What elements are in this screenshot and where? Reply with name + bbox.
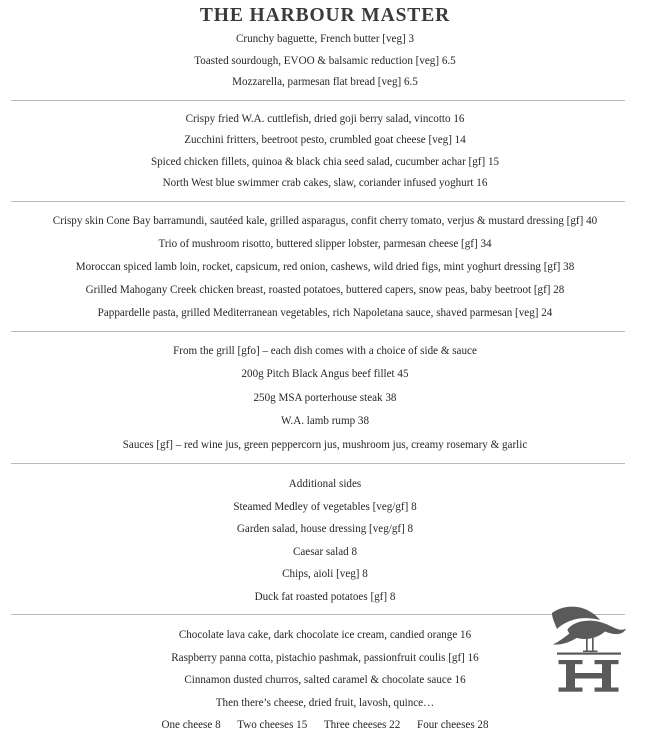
menu-item: North West blue swimmer crab cakes, slaw, coriander infused yoghurt 16 bbox=[162, 177, 488, 189]
menu-item: Moroccan spiced lamb loin, rocket, capsicum, red onion, cashews, wild dried figs, mint yoghurt dressing [gf] 38 bbox=[75, 260, 575, 273]
menu-item: Crispy fried W.A. cuttlefish, dried goji berry salad, vincotto 16 bbox=[185, 112, 465, 125]
cheese-price: Three cheeses 22 bbox=[323, 719, 401, 731]
menu-item: 200g Pitch Black Angus beef fillet 45 bbox=[241, 368, 409, 380]
cheese-price: Four cheeses 28 bbox=[417, 719, 489, 731]
menu-item: Crunchy baguette, French butter [veg] 3 bbox=[235, 33, 415, 45]
menu-item: Crispy skin Cone Bay barramundi, sautéed kale, grilled asparagus, confit cherry tomato, verjus & mustard dressing [gf] 40 bbox=[52, 214, 598, 227]
section-divider bbox=[11, 331, 625, 332]
menu-item: Garden salad, house dressing [veg/gf] 8 bbox=[236, 523, 414, 535]
menu-item: Chips, aioli [veg] 8 bbox=[282, 568, 368, 580]
cheese-note: Then there’s cheese, dried fruit, lavosh, quince… bbox=[215, 696, 435, 709]
menu-item: Chocolate lava cake, dark chocolate ice cream, candied orange 16 bbox=[178, 629, 472, 641]
menu-section-starters bbox=[0, 107, 650, 195]
menu-item: Spiced chicken fillets, quinoa & black chia seed salad, cucumber achar [gf] 15 bbox=[150, 155, 500, 168]
seagull-icon bbox=[546, 600, 632, 692]
menu-item: Caesar salad 8 bbox=[292, 545, 358, 558]
sauces-note: Sauces [gf] – red wine jus, green peppercorn jus, mushroom jus, creamy rosemary & garlic bbox=[122, 438, 528, 451]
menu-section-bread bbox=[0, 26, 650, 94]
menu-section-grill bbox=[0, 338, 650, 458]
menu-item: Trio of mushroom risotto, buttered slipper lobster, parmesan cheese [gf] 34 bbox=[158, 237, 492, 250]
menu-item: Raspberry panna cotta, pistachio pashmak, passionfruit coulis [gf] 16 bbox=[171, 651, 479, 664]
menu-item: Grilled Mahogany Creek chicken breast, roasted potatoes, buttered capers, snow peas, baby beetroot [gf] 28 bbox=[85, 283, 565, 296]
menu-item: Zucchini fritters, beetroot pesto, crumbled goat cheese [veg] 14 bbox=[184, 134, 466, 146]
section-subheading: From the grill [gfo] – each dish comes with a choice of side & sauce bbox=[173, 344, 477, 357]
menu-section-mains bbox=[0, 208, 650, 325]
cheese-price-row bbox=[0, 714, 650, 737]
section-subheading: Additional sides bbox=[288, 478, 362, 490]
menu-item: W.A. lamb rump 38 bbox=[280, 415, 370, 427]
section-divider bbox=[11, 100, 625, 101]
menu-item: Duck fat roasted potatoes [gf] 8 bbox=[254, 590, 396, 603]
menu-item: Steamed Medley of vegetables [veg/gf] 8 bbox=[233, 500, 417, 513]
section-divider bbox=[11, 614, 625, 615]
menu-item: Pappardelle pasta, grilled Mediterranean vegetables, rich Napoletana sauce, shaved parmesan [veg] 24 bbox=[97, 306, 553, 319]
cheese-price: Two cheeses 15 bbox=[237, 719, 308, 731]
menu-item: Cinnamon dusted churros, salted caramel & chocolate sauce 16 bbox=[184, 674, 466, 686]
cheese-price: One cheese 8 bbox=[161, 719, 221, 731]
section-divider bbox=[11, 201, 625, 202]
section-divider bbox=[11, 463, 625, 464]
menu-section-sides bbox=[0, 470, 650, 608]
menu-item: Mozzarella, parmesan flat bread [veg] 6.5 bbox=[232, 76, 418, 88]
menu-item: 250g MSA porterhouse steak 38 bbox=[253, 391, 397, 404]
menu-item: Toasted sourdough, EVOO & balsamic reduction [veg] 6.5 bbox=[194, 54, 456, 67]
restaurant-logo bbox=[546, 600, 632, 692]
page-title: THE HARBOUR MASTER bbox=[199, 5, 451, 26]
